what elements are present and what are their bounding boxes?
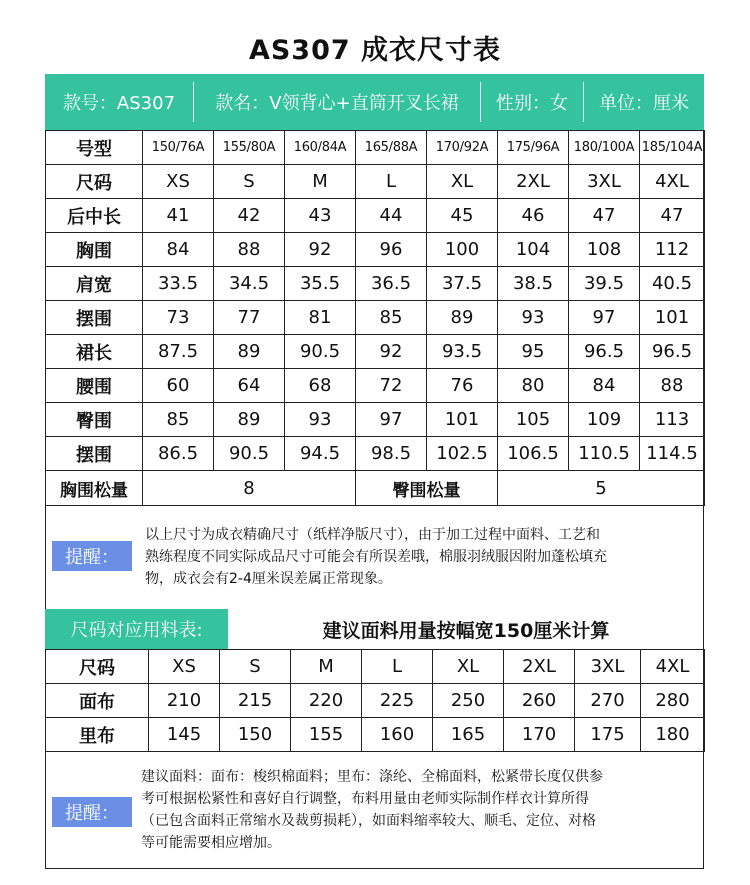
- table-cell: 150: [220, 718, 291, 752]
- reminder-line: 考可根据松紧性和喜好自行调整，布料用量由老师实际制作样衣计算所得: [141, 791, 589, 807]
- table-cell: 145: [149, 718, 220, 752]
- table-cell: 4XL: [641, 650, 705, 684]
- style-name: 款名：V领背心+直筒开叉长裙: [215, 93, 459, 114]
- reminder-line: 以上尺寸为成衣精确尺寸（纸样净版尺寸），由于加工过程中面料、工艺和: [145, 527, 600, 543]
- fabric-section-label: 尺码对应用料表:: [45, 609, 228, 649]
- ease-row: [46, 471, 705, 506]
- table-cell: 3XL: [575, 650, 641, 684]
- table-cell: 88: [214, 233, 285, 267]
- reminder-text: [145, 524, 607, 590]
- table-cell: 42: [214, 199, 285, 233]
- table-cell: 47: [569, 199, 640, 233]
- table-cell: XL: [433, 650, 504, 684]
- table-cell: 104: [498, 233, 569, 267]
- table-cell: 170/92A: [427, 131, 498, 165]
- table-cell: 97: [356, 403, 427, 437]
- product-header: [45, 74, 704, 130]
- table-cell: 270: [575, 684, 641, 718]
- row-label: 裙长: [46, 335, 143, 369]
- page-title: AS307 成衣尺寸表: [248, 35, 502, 66]
- table-cell: 45: [427, 199, 498, 233]
- table-cell: 34.5: [214, 267, 285, 301]
- table-cell: XL: [427, 165, 498, 199]
- gender: 性别：女: [496, 93, 568, 114]
- unit: 单位：厘米: [599, 93, 689, 114]
- table-row: [46, 165, 705, 199]
- table-cell: 72: [356, 369, 427, 403]
- table-cell: 225: [362, 684, 433, 718]
- table-cell: 76: [427, 369, 498, 403]
- table-row: [46, 650, 705, 684]
- table-cell: 89: [214, 403, 285, 437]
- table-cell: 102.5: [427, 437, 498, 471]
- table-cell: 2XL: [504, 650, 575, 684]
- table-cell: 35.5: [285, 267, 356, 301]
- table-cell: 105: [498, 403, 569, 437]
- size-table: [45, 130, 705, 506]
- table-cell: 81: [285, 301, 356, 335]
- row-label: 里布: [46, 718, 149, 752]
- table-cell: 90.5: [214, 437, 285, 471]
- table-cell: 40.5: [640, 267, 705, 301]
- table-cell: 109: [569, 403, 640, 437]
- table-cell: 90.5: [285, 335, 356, 369]
- fabric-reminder-text: [141, 766, 603, 854]
- table-cell: 73: [143, 301, 214, 335]
- table-cell: 180: [641, 718, 705, 752]
- table-cell: 108: [569, 233, 640, 267]
- row-label: 臀围: [46, 403, 143, 437]
- table-cell: 84: [143, 233, 214, 267]
- table-cell: 165/88A: [356, 131, 427, 165]
- chest-ease-label: 胸围松量: [46, 471, 143, 506]
- table-cell: 39.5: [569, 267, 640, 301]
- style-number: 款号：AS307: [62, 93, 176, 114]
- reminder-badge: 提醒：: [52, 541, 132, 571]
- reminder-line: 熟练程度不同实际成品尺寸可能会有所误差哦，棉服羽绒服因附加蓬松填充: [145, 549, 607, 565]
- reminder-note: [45, 505, 704, 609]
- table-cell: 85: [143, 403, 214, 437]
- table-cell: 88: [640, 369, 705, 403]
- reminder-line: （已包含面料正常缩水及裁剪损耗），如面料缩率较大、顺毛、定位、对格: [141, 813, 596, 829]
- table-cell: 113: [640, 403, 705, 437]
- table-cell: S: [220, 650, 291, 684]
- header-divider: [480, 82, 481, 122]
- table-cell: 106.5: [498, 437, 569, 471]
- table-cell: 3XL: [569, 165, 640, 199]
- table-cell: 180/100A: [569, 131, 640, 165]
- table-cell: 92: [285, 233, 356, 267]
- table-row: [46, 131, 705, 165]
- table-cell: 41: [143, 199, 214, 233]
- table-row: [46, 403, 705, 437]
- table-cell: 210: [149, 684, 220, 718]
- table-row: [46, 718, 705, 752]
- table-cell: L: [356, 165, 427, 199]
- fabric-reminder-note: [45, 751, 704, 869]
- table-cell: 33.5: [143, 267, 214, 301]
- table-cell: M: [285, 165, 356, 199]
- table-cell: 2XL: [498, 165, 569, 199]
- row-label: 摆围: [46, 301, 143, 335]
- table-cell: 112: [640, 233, 705, 267]
- table-cell: L: [362, 650, 433, 684]
- table-row: [46, 684, 705, 718]
- row-label: 后中长: [46, 199, 143, 233]
- table-cell: XS: [143, 165, 214, 199]
- table-cell: 260: [504, 684, 575, 718]
- table-cell: 44: [356, 199, 427, 233]
- reminder-line: 物，成衣会有2-4厘米误差属正常现象。: [145, 571, 392, 587]
- table-cell: 68: [285, 369, 356, 403]
- table-cell: 97: [569, 301, 640, 335]
- reminder-badge: 提醒：: [52, 797, 132, 827]
- table-cell: XS: [149, 650, 220, 684]
- chest-ease-value: 8: [143, 471, 356, 506]
- table-cell: 101: [427, 403, 498, 437]
- table-cell: 77: [214, 301, 285, 335]
- table-cell: 95: [498, 335, 569, 369]
- table-cell: 185/104A: [640, 131, 705, 165]
- row-label: 摆围: [46, 437, 143, 471]
- row-label: 尺码: [46, 165, 143, 199]
- table-cell: 47: [640, 199, 705, 233]
- table-cell: 80: [498, 369, 569, 403]
- header-divider: [193, 82, 194, 122]
- table-cell: 36.5: [356, 267, 427, 301]
- row-label: 胸围: [46, 233, 143, 267]
- table-cell: 114.5: [640, 437, 705, 471]
- table-cell: 87.5: [143, 335, 214, 369]
- table-cell: 43: [285, 199, 356, 233]
- table-cell: 175/96A: [498, 131, 569, 165]
- table-row: [46, 267, 705, 301]
- table-cell: 170: [504, 718, 575, 752]
- table-cell: 60: [143, 369, 214, 403]
- fabric-table: [45, 649, 705, 752]
- table-cell: 98.5: [356, 437, 427, 471]
- row-label: 尺码: [46, 650, 149, 684]
- table-cell: 4XL: [640, 165, 705, 199]
- row-label: 腰围: [46, 369, 143, 403]
- table-cell: S: [214, 165, 285, 199]
- table-cell: 89: [427, 301, 498, 335]
- header-divider: [583, 82, 584, 122]
- table-cell: 155: [291, 718, 362, 752]
- table-row: [46, 437, 705, 471]
- table-cell: 92: [356, 335, 427, 369]
- table-cell: 37.5: [427, 267, 498, 301]
- hip-ease-value: 5: [498, 471, 705, 506]
- table-cell: 93.5: [427, 335, 498, 369]
- fabric-section-header: [45, 609, 704, 649]
- fabric-section-caption: 建议面料用量按幅宽150厘米计算: [322, 619, 610, 642]
- table-cell: M: [291, 650, 362, 684]
- table-cell: 96.5: [640, 335, 705, 369]
- table-cell: 93: [498, 301, 569, 335]
- table-cell: 100: [427, 233, 498, 267]
- table-cell: 160/84A: [285, 131, 356, 165]
- table-row: [46, 233, 705, 267]
- table-row: [46, 199, 705, 233]
- table-cell: 93: [285, 403, 356, 437]
- table-cell: 250: [433, 684, 504, 718]
- table-row: [46, 301, 705, 335]
- row-label: 面布: [46, 684, 149, 718]
- table-cell: 215: [220, 684, 291, 718]
- table-cell: 96.5: [569, 335, 640, 369]
- table-cell: 280: [641, 684, 705, 718]
- table-cell: 85: [356, 301, 427, 335]
- table-cell: 96: [356, 233, 427, 267]
- table-cell: 86.5: [143, 437, 214, 471]
- table-cell: 101: [640, 301, 705, 335]
- row-label: 号型: [46, 131, 143, 165]
- table-cell: 150/76A: [143, 131, 214, 165]
- table-cell: 64: [214, 369, 285, 403]
- reminder-line: 等可能需要相应增加。: [141, 835, 281, 851]
- table-cell: 38.5: [498, 267, 569, 301]
- table-cell: 89: [214, 335, 285, 369]
- table-cell: 165: [433, 718, 504, 752]
- table-cell: 160: [362, 718, 433, 752]
- table-row: [46, 369, 705, 403]
- table-cell: 220: [291, 684, 362, 718]
- row-label: 肩宽: [46, 267, 143, 301]
- table-cell: 94.5: [285, 437, 356, 471]
- table-row: [46, 335, 705, 369]
- table-cell: 84: [569, 369, 640, 403]
- table-cell: 110.5: [569, 437, 640, 471]
- table-cell: 175: [575, 718, 641, 752]
- reminder-line: 建议面料：面布：梭织棉面料；里布：涤纶、全棉面料，松紧带长度仅供参: [141, 769, 603, 785]
- hip-ease-label: 臀围松量: [356, 471, 498, 506]
- table-cell: 46: [498, 199, 569, 233]
- table-cell: 155/80A: [214, 131, 285, 165]
